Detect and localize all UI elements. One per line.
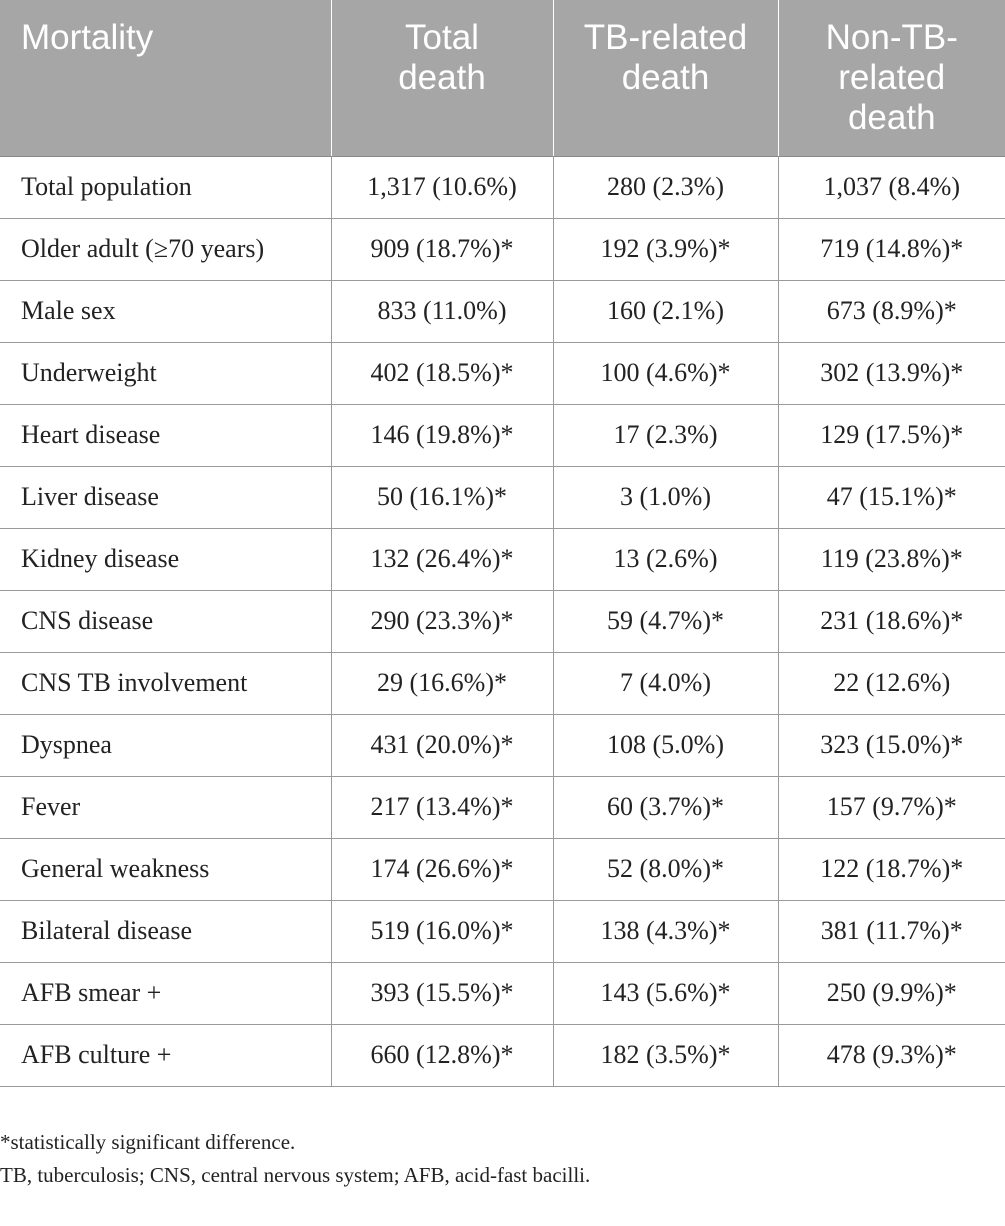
row-label: CNS TB involvement	[0, 652, 331, 714]
row-label: Liver disease	[0, 466, 331, 528]
table-cell: 119 (23.8%)*	[778, 528, 1005, 590]
row-label: AFB culture +	[0, 1024, 331, 1086]
table-row	[0, 466, 1005, 528]
row-label: Heart disease	[0, 404, 331, 466]
table-cell: 29 (16.6%)*	[331, 652, 553, 714]
table-row	[0, 652, 1005, 714]
table-cell: 157 (9.7%)*	[778, 776, 1005, 838]
table-cell: 519 (16.0%)*	[331, 900, 553, 962]
table-cell: 60 (3.7%)*	[553, 776, 778, 838]
table-cell: 129 (17.5%)*	[778, 404, 1005, 466]
table-row	[0, 528, 1005, 590]
table-cell: 3 (1.0%)	[553, 466, 778, 528]
table-cell: 290 (23.3%)*	[331, 590, 553, 652]
table-cell: 52 (8.0%)*	[553, 838, 778, 900]
column-header-line: related	[838, 58, 946, 97]
table-cell: 7 (4.0%)	[553, 652, 778, 714]
table-cell: 59 (4.7%)*	[553, 590, 778, 652]
table-cell: 250 (9.9%)*	[778, 962, 1005, 1024]
row-label: AFB smear +	[0, 962, 331, 1024]
table-row	[0, 218, 1005, 280]
table-cell: 50 (16.1%)*	[331, 466, 553, 528]
column-header-line: Non-TB-	[825, 18, 958, 57]
column-header-line: Total	[405, 18, 479, 57]
column-header-1	[331, 0, 553, 156]
table-cell: 138 (4.3%)*	[553, 900, 778, 962]
row-label: Dyspnea	[0, 714, 331, 776]
table-cell: 122 (18.7%)*	[778, 838, 1005, 900]
column-header-0	[0, 0, 331, 156]
table-row	[0, 838, 1005, 900]
row-label: CNS disease	[0, 590, 331, 652]
table-cell: 381 (11.7%)*	[778, 900, 1005, 962]
table-cell: 132 (26.4%)*	[331, 528, 553, 590]
table-cell: 280 (2.3%)	[553, 156, 778, 218]
table-cell: 22 (12.6%)	[778, 652, 1005, 714]
significance-footnote: *statistically significant difference.	[0, 1130, 296, 1154]
column-header-line: Mortality	[21, 18, 154, 57]
table-row	[0, 590, 1005, 652]
header-row	[0, 0, 1005, 156]
abbreviations-footnote: TB, tuberculosis; CNS, central nervous system; AFB, acid-fast bacilli.	[0, 1163, 591, 1187]
table-row	[0, 156, 1005, 218]
table-cell: 231 (18.6%)*	[778, 590, 1005, 652]
column-header-line: death	[621, 58, 710, 97]
table-cell: 323 (15.0%)*	[778, 714, 1005, 776]
column-header-line: death	[398, 58, 486, 97]
table-cell: 192 (3.9%)*	[553, 218, 778, 280]
column-header-line: TB-related	[583, 18, 748, 57]
row-label: Male sex	[0, 280, 331, 342]
table-cell: 146 (19.8%)*	[331, 404, 553, 466]
table-cell: 1,317 (10.6%)	[331, 156, 553, 218]
table-cell: 833 (11.0%)	[331, 280, 553, 342]
table-row	[0, 714, 1005, 776]
table-row	[0, 962, 1005, 1024]
table-cell: 17 (2.3%)	[553, 404, 778, 466]
table-row	[0, 900, 1005, 962]
table-cell: 47 (15.1%)*	[778, 466, 1005, 528]
row-label: Older adult (≥70 years)	[0, 218, 331, 280]
table-header	[0, 0, 1005, 156]
row-label: Fever	[0, 776, 331, 838]
table-cell: 108 (5.0%)	[553, 714, 778, 776]
table-cell: 478 (9.3%)*	[778, 1024, 1005, 1086]
table-row	[0, 280, 1005, 342]
table-cell: 174 (26.6%)*	[331, 838, 553, 900]
column-header-3	[778, 0, 1005, 156]
table-cell: 660 (12.8%)*	[331, 1024, 553, 1086]
table-cell: 393 (15.5%)*	[331, 962, 553, 1024]
table-cell: 431 (20.0%)*	[331, 714, 553, 776]
table-row	[0, 404, 1005, 466]
table-cell: 160 (2.1%)	[553, 280, 778, 342]
table-body	[0, 156, 1005, 1086]
row-label: Total population	[0, 156, 331, 218]
row-label: Kidney disease	[0, 528, 331, 590]
table-cell: 217 (13.4%)*	[331, 776, 553, 838]
table-row	[0, 1024, 1005, 1086]
table-cell: 402 (18.5%)*	[331, 342, 553, 404]
table-cell: 100 (4.6%)*	[553, 342, 778, 404]
table-cell: 719 (14.8%)*	[778, 218, 1005, 280]
table-cell: 673 (8.9%)*	[778, 280, 1005, 342]
table-row	[0, 342, 1005, 404]
table-cell: 143 (5.6%)*	[553, 962, 778, 1024]
table-cell: 909 (18.7%)*	[331, 218, 553, 280]
table-row	[0, 776, 1005, 838]
table-cell: 302 (13.9%)*	[778, 342, 1005, 404]
table-cell: 182 (3.5%)*	[553, 1024, 778, 1086]
column-header-2	[553, 0, 778, 156]
footnotes	[0, 1126, 590, 1192]
row-label: Underweight	[0, 342, 331, 404]
row-label: Bilateral disease	[0, 900, 331, 962]
table-cell: 1,037 (8.4%)	[778, 156, 1005, 218]
column-header-line: death	[847, 98, 936, 137]
row-label: General weakness	[0, 838, 331, 900]
table-cell: 13 (2.6%)	[553, 528, 778, 590]
